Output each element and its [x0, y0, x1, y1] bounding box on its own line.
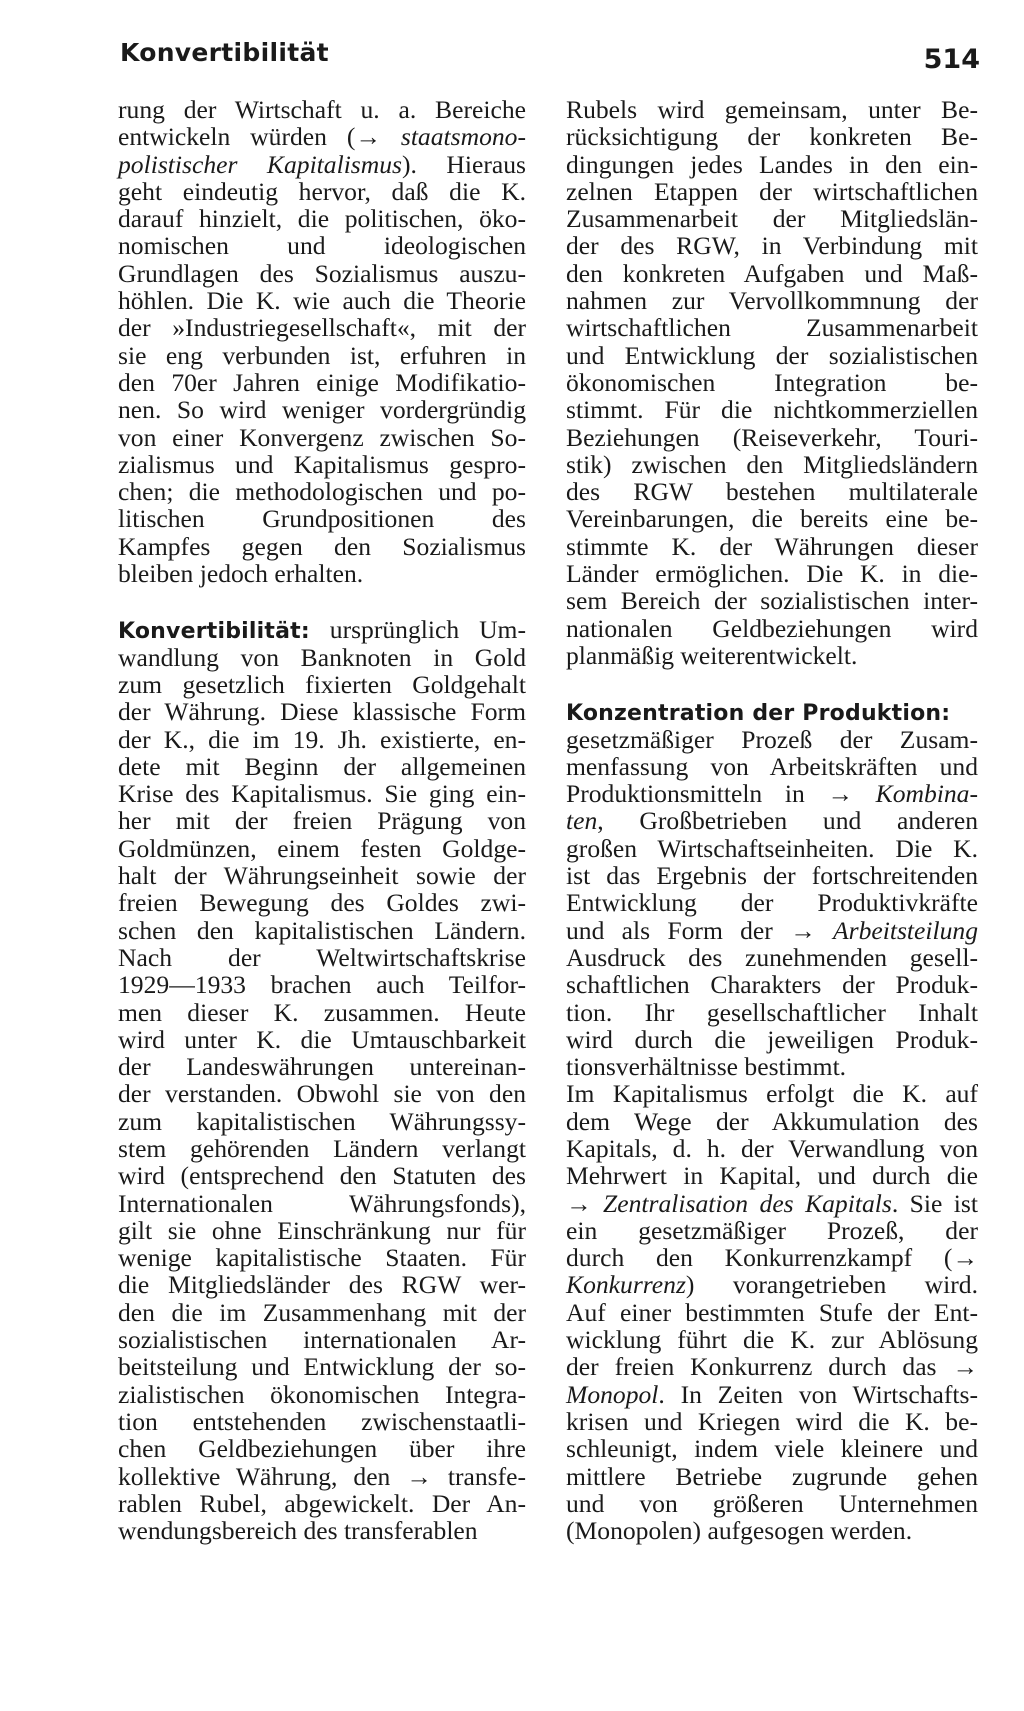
- text-line: Krise des Kapitalismus. Sie ging ein-: [118, 779, 526, 809]
- text-line: stimmte K. der Währungen dieser: [566, 531, 978, 561]
- text-line: und Entwicklung der sozialistischen: [566, 340, 978, 370]
- text-line: menfassung von Arbeitskräften und: [566, 751, 978, 781]
- text-line: nahmen zur Vervollkommnung der: [566, 286, 978, 316]
- text-line: Kampfes gegen den Sozialismus: [118, 531, 526, 561]
- text-line: der Währung. Diese klassische Form: [118, 697, 526, 727]
- text-line: geht eindeutig hervor, daß die K.: [118, 176, 526, 206]
- text-line: beitsteilung und Entwicklung der so-: [118, 1352, 526, 1382]
- text-line: her mit der freien Prägung von: [118, 806, 526, 836]
- text-line: chen; die methodologischen und po-: [118, 477, 526, 507]
- text-line: stem gehörenden Ländern verlangt: [118, 1133, 526, 1163]
- page-number: 514: [923, 44, 980, 75]
- text-line: kollektive Währung, den → transfe-: [118, 1461, 526, 1491]
- text-line: dingungen jedes Landes in den ein-: [566, 149, 978, 179]
- text-line: der des RGW, in Verbindung mit: [566, 231, 978, 261]
- text-line: krisen und Kriegen wird die K. be-: [566, 1406, 978, 1436]
- text-line: planmäßig weiterentwickelt.: [566, 640, 858, 670]
- text-line: ökonomischen Integration be-: [566, 367, 978, 397]
- text-line: wicklung führt die K. zur Ablösung: [566, 1325, 978, 1355]
- text-line: der Landeswährungen untereinan-: [118, 1052, 526, 1082]
- text-line: halt der Währungseinheit sowie der: [118, 861, 526, 891]
- text-line: schaftlichen Charakters der Produk-: [566, 970, 978, 1000]
- text-line: Konkurrenz) vorangetrieben wird.: [566, 1270, 978, 1300]
- text-line: den die im Zusammenhang mit der: [118, 1297, 526, 1327]
- text-line: sie eng verbunden ist, erfuhren in: [118, 340, 526, 370]
- entry-konzentration-der-produktion: [566, 698, 978, 1544]
- text-line: ein gesetzmäßiger Prozeß, der: [566, 1215, 978, 1245]
- text-line: höhlen. Die K. wie auch die Theorie: [118, 286, 526, 316]
- text-line: chen Geldbeziehungen über ihre: [118, 1434, 526, 1464]
- text-line: von einer Konvergenz zwischen So-: [118, 422, 526, 452]
- text-line: Auf einer bestimmten Stufe der Ent-: [566, 1297, 978, 1327]
- text-line: 1929—1933 brachen auch Teilfor-: [118, 970, 526, 1000]
- paragraph-continuation-right: [566, 96, 978, 669]
- text-line: Goldmünzen, einem festen Goldge-: [118, 833, 526, 863]
- text-line: gesetzmäßiger Prozeß der Zusam-: [566, 724, 978, 754]
- text-line: Konvertibilität: ursprünglich Um-: [118, 615, 526, 645]
- text-line: [566, 698, 978, 725]
- text-line: polistischer Kapitalismus). Hieraus: [118, 149, 526, 179]
- text-line: rung der Wirtschaft u. a. Bereiche: [118, 95, 526, 124]
- text-line: durch den Konkurrenzkampf (→: [566, 1243, 978, 1273]
- text-line: schen den kapitalistischen Ländern.: [118, 915, 526, 945]
- text-line: wird unter K. die Umtauschbarkeit: [118, 1024, 526, 1054]
- text-line: stimmt. Für die nichtkommerziellen: [566, 395, 978, 425]
- text-line: nomischen und ideologischen: [118, 231, 526, 261]
- text-line: tionsverhältnisse bestimmt.: [566, 1052, 847, 1082]
- text-line: Beziehungen (Reiseverkehr, Touri-: [566, 422, 978, 452]
- text-line: schleunigt, indem viele kleinere und: [566, 1434, 978, 1464]
- text-line: Produktionsmitteln in → Kombina-: [566, 779, 978, 809]
- text-line: ist das Ergebnis der fortschreitenden: [566, 861, 978, 891]
- text-line: rablen Rubel, abgewickelt. Der An-: [118, 1488, 526, 1518]
- text-line: der »Industriegesellschaft«, mit der: [118, 313, 526, 343]
- text-line: tion. Ihr gesellschaftlicher Inhalt: [566, 997, 978, 1027]
- text-line: bleiben jedoch erhalten.: [118, 559, 364, 589]
- left-column: [118, 96, 526, 1544]
- text-line: zialistischen ökonomischen Integra-: [118, 1379, 526, 1409]
- text-line: tion entstehenden zwischenstaatli-: [118, 1406, 526, 1436]
- text-line: zum kapitalistischen Währungssy-: [118, 1106, 526, 1136]
- text-line: der K., die im 19. Jh. existierte, en-: [118, 724, 526, 754]
- text-line: freien Bewegung des Goldes zwi-: [118, 888, 526, 918]
- entry-term: Konzentration der Produktion:: [566, 701, 951, 727]
- text-line: wirtschaftlichen Zusammenarbeit: [566, 313, 978, 343]
- text-line: wird durch die jeweiligen Produk-: [566, 1024, 978, 1054]
- text-line: zialismus und Kapitalismus gespro-: [118, 449, 526, 479]
- text-line: wenige kapitalistische Staaten. Für: [118, 1243, 526, 1273]
- text-line: wendungsbereich des transferablen: [118, 1516, 478, 1546]
- text-line: sem Bereich der sozialistischen inter-: [566, 586, 978, 616]
- text-line: Länder ermöglichen. Die K. in die-: [566, 559, 978, 589]
- text-line: Vereinbarungen, die bereits eine be-: [566, 504, 978, 534]
- right-column: [566, 96, 978, 1544]
- text-line: der freien Konkurrenz durch das →: [566, 1352, 978, 1382]
- running-header-term: Konvertibilität: [120, 38, 329, 67]
- text-line: men dieser K. zusammen. Heute: [118, 997, 526, 1027]
- text-line: Zusammenarbeit der Mitgliedslän-: [566, 204, 978, 234]
- text-line: Kapitals, d. h. der Verwandlung von: [566, 1133, 978, 1163]
- text-line: zelnen Etappen der wirtschaftlichen: [566, 176, 978, 206]
- text-line: des RGW bestehen multilaterale: [566, 477, 978, 507]
- text-line: nen. So wird weniger vordergründig: [118, 395, 526, 425]
- text-line: Entwicklung der Produktivkräfte: [566, 888, 978, 918]
- text-line: rücksichtigung der konkreten Be-: [566, 122, 978, 152]
- text-line: großen Wirtschaftseinheiten. Die K.: [566, 833, 978, 863]
- text-line: die Mitgliedsländer des RGW wer-: [118, 1270, 526, 1300]
- text-line: ten, Großbetrieben und anderen: [566, 806, 978, 836]
- text-line: gilt sie ohne Einschränkung nur für: [118, 1215, 526, 1245]
- entry-konvertibilitaet: [118, 616, 526, 1544]
- text-line: stik) zwischen den Mitgliedsländern: [566, 449, 978, 479]
- text-line: Im Kapitalismus erfolgt die K. auf: [566, 1079, 978, 1109]
- text-line: Ausdruck des zunehmenden gesell-: [566, 942, 978, 972]
- text-line: Mehrwert in Kapital, und durch die: [566, 1161, 978, 1191]
- text-line: Internationalen Währungsfonds),: [118, 1188, 526, 1218]
- text-line: wird (entsprechend den Statuten des: [118, 1161, 526, 1191]
- text-line: wandlung von Banknoten in Gold: [118, 642, 526, 672]
- text-line: Nach der Weltwirtschaftskrise: [118, 942, 526, 972]
- text-line: Rubels wird gemeinsam, unter Be-: [566, 95, 978, 124]
- text-line: der verstanden. Obwohl sie von den: [118, 1079, 526, 1109]
- text-line: Grundlagen des Sozialismus auszu-: [118, 258, 526, 288]
- text-line: (Monopolen) aufgesogen werden.: [566, 1516, 913, 1546]
- text-line: dem Wege der Akkumulation des: [566, 1106, 978, 1136]
- paragraph-continuation: [118, 96, 526, 587]
- text-line: und von größeren Unternehmen: [566, 1488, 978, 1518]
- text-line: entwickeln würden (→ staatsmono-: [118, 122, 526, 152]
- text-line: zum gesetzlich fixierten Goldgehalt: [118, 669, 526, 699]
- text-line: → Zentralisation des Kapitals. Sie ist: [566, 1188, 978, 1218]
- text-line: Monopol. In Zeiten von Wirtschafts-: [566, 1379, 978, 1409]
- text-line: litischen Grundpositionen des: [118, 504, 526, 534]
- text-line: dete mit Beginn der allgemeinen: [118, 751, 526, 781]
- text-line: darauf hinzielt, die politischen, öko-: [118, 204, 526, 234]
- text-line: mittlere Betriebe zugrunde gehen: [566, 1461, 978, 1491]
- text-line: nationalen Geldbeziehungen wird: [566, 613, 978, 643]
- text-line: den 70er Jahren einige Modifikatio-: [118, 367, 526, 397]
- entry-term: Konvertibilität:: [118, 619, 310, 645]
- text-line: sozialistischen internationalen Ar-: [118, 1325, 526, 1355]
- text-line: den konkreten Aufgaben und Maß-: [566, 258, 978, 288]
- text-line: und als Form der → Arbeitsteilung: [566, 915, 978, 945]
